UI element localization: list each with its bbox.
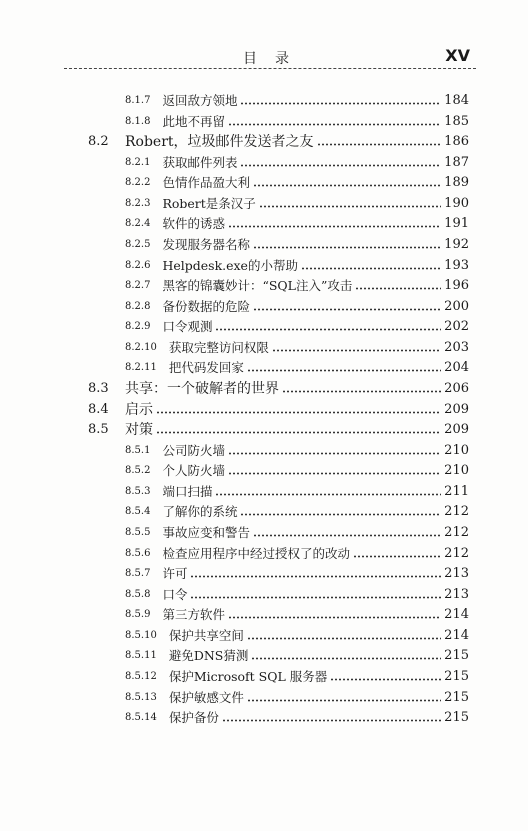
dot-leader	[156, 431, 441, 434]
toc-entry	[125, 358, 469, 376]
toc-entry-page-number: 187	[444, 155, 469, 170]
toc-entry	[125, 605, 469, 623]
toc-entry-title: 保护备份	[168, 710, 219, 725]
dot-leader	[330, 678, 441, 681]
toc-entry-title: 口令观测	[162, 319, 213, 334]
toc-entry-title: Helpdesk.exe的小帮助	[162, 258, 298, 273]
toc-entry-number: 8.2.7	[125, 280, 151, 291]
toc-entry	[125, 276, 469, 294]
toc-entry-number: 8.5.10	[125, 630, 157, 641]
toc-entry	[125, 91, 469, 109]
toc-entry	[125, 461, 469, 479]
dot-leader	[228, 123, 441, 126]
toc-entry-number: 8.2.5	[125, 239, 151, 250]
toc-entry-title: 对策	[125, 422, 153, 438]
toc-entry-title: 把代码发回家	[168, 360, 244, 375]
dot-leader	[215, 493, 441, 496]
toc-entry	[125, 708, 469, 726]
dot-leader	[247, 369, 441, 372]
dot-leader	[355, 287, 441, 290]
toc-entry-title: 了解你的系统	[162, 504, 238, 519]
toc-entry-page-number: 214	[444, 607, 469, 622]
toc-entry	[125, 214, 469, 232]
toc-entry-page-number: 203	[444, 340, 469, 355]
toc-entry	[125, 688, 469, 706]
toc-entry-page-number: 212	[444, 525, 469, 540]
toc-entry-title: 许可	[162, 566, 188, 581]
toc-entry	[125, 564, 469, 582]
toc-entry-number: 8.2.3	[125, 198, 151, 209]
toc-entry	[125, 482, 469, 500]
toc-entry-number: 8.5.12	[125, 671, 157, 682]
toc-entry-title: 避免DNS猜测	[168, 648, 249, 663]
toc-entry-page-number: 186	[444, 134, 469, 149]
dot-leader	[190, 596, 441, 599]
toc-entry-number: 8.5.5	[125, 527, 151, 538]
toc-entry-title: 保护共享空间	[168, 628, 244, 643]
toc-entry-number: 8.5.4	[125, 506, 151, 517]
toc-entry-page-number: 215	[444, 648, 469, 663]
toc-entry-title: 个人防火墙	[162, 463, 225, 478]
toc-entry-title: 启示	[125, 402, 153, 418]
toc-entry-title: 检查应用程序中经过授权了的改动	[162, 546, 350, 561]
dot-leader	[215, 328, 441, 331]
toc-entry-title: 公司防火墙	[162, 443, 225, 458]
dot-leader	[353, 555, 441, 558]
toc-entry-title: 获取完整访问权限	[168, 340, 269, 355]
dot-leader	[247, 699, 441, 702]
toc-entry-page-number: 212	[444, 504, 469, 519]
toc-entry-title: Robert，垃圾邮件发送者之友	[125, 134, 314, 150]
toc-entry	[88, 379, 469, 397]
toc-entry	[125, 502, 469, 520]
toc-entry-number: 8.5.2	[125, 465, 151, 476]
toc-entry-title: 保护Microsoft SQL 服务器	[168, 669, 328, 684]
toc-entry-title: 共享：一个破解者的世界	[125, 381, 279, 397]
toc-entry	[88, 132, 469, 150]
toc-entry	[125, 441, 469, 459]
toc-entry-number: 8.2.10	[125, 342, 157, 353]
dot-leader	[228, 616, 441, 619]
toc-entry-number: 8.3	[88, 381, 109, 396]
toc-entry-page-number: 192	[444, 237, 469, 252]
dot-leader	[253, 308, 441, 311]
toc-entry-page-number: 204	[444, 360, 469, 375]
dot-leader	[301, 267, 441, 270]
toc-entry-page-number: 189	[444, 175, 469, 190]
toc-entry-page-number: 211	[444, 484, 469, 499]
toc-entry-page-number: 185	[444, 114, 469, 129]
toc-entry-title: Robert是条汉子	[162, 196, 256, 211]
dot-leader	[240, 102, 441, 105]
toc-entry-title: 第三方软件	[162, 607, 225, 622]
toc-entry-number: 8.5.11	[125, 650, 157, 661]
dot-leader	[156, 411, 441, 414]
toc-entry	[88, 420, 469, 438]
toc-entry-page-number: 191	[444, 216, 469, 231]
dot-leader	[253, 246, 441, 249]
dot-leader	[317, 143, 442, 146]
dot-leader	[251, 657, 441, 660]
toc-entry-number: 8.2.9	[125, 321, 151, 332]
toc-entry	[125, 585, 469, 603]
toc-entry	[125, 544, 469, 562]
toc-entry-page-number: 210	[444, 463, 469, 478]
toc-entry	[88, 400, 469, 418]
toc-entry-number: 8.2.8	[125, 301, 151, 312]
toc-entry	[125, 626, 469, 644]
toc-entry-number: 8.2.1	[125, 157, 151, 168]
toc-entry-number: 8.5.7	[125, 568, 151, 579]
toc-entry-number: 8.5	[88, 422, 109, 437]
toc-entry	[125, 153, 469, 171]
toc-entry-page-number: 212	[444, 546, 469, 561]
toc-entry-number: 8.1.7	[125, 95, 151, 106]
toc-entry	[125, 667, 469, 685]
toc-entry	[125, 194, 469, 212]
toc-entry-page-number: 202	[444, 319, 469, 334]
dot-leader	[240, 164, 441, 167]
toc-entry	[125, 256, 469, 274]
toc-entry-title: 色情作品盈大利	[162, 175, 250, 190]
toc-entry	[125, 173, 469, 191]
toc-entry-number: 8.2.6	[125, 260, 151, 271]
toc-entry-number: 8.5.14	[125, 712, 157, 723]
toc-entry-page-number: 184	[444, 93, 469, 108]
toc-entry	[125, 235, 469, 253]
dot-leader	[240, 513, 441, 516]
toc-entry-page-number: 209	[444, 422, 469, 437]
dot-leader	[228, 472, 441, 475]
dot-leader	[272, 349, 441, 352]
toc-entry-number: 8.1.8	[125, 116, 151, 127]
dot-leader	[253, 184, 441, 187]
toc-entry-number: 8.2.11	[125, 362, 157, 373]
toc-entry-number: 8.2	[88, 134, 109, 149]
toc-entry-title: 端口扫描	[162, 484, 213, 499]
dot-leader	[253, 534, 441, 537]
toc-entry-page-number: 213	[444, 587, 469, 602]
toc-entry-page-number: 209	[444, 402, 469, 417]
toc-entry	[125, 317, 469, 335]
dot-leader	[247, 637, 441, 640]
toc-entry-title: 黑客的锦囊妙计：“SQL注入”攻击	[162, 278, 353, 293]
toc-entry-number: 8.2.2	[125, 177, 151, 188]
toc-entry-title: 获取邮件列表	[162, 155, 238, 170]
toc-entry-title: 此地不再留	[162, 114, 225, 129]
toc-entry	[125, 646, 469, 664]
toc-entry-title: 保护敏感文件	[168, 690, 244, 705]
toc-entry-page-number: 206	[444, 381, 469, 396]
dot-leader	[259, 205, 441, 208]
toc-entry-number: 8.5.6	[125, 548, 151, 559]
dot-leader	[228, 452, 441, 455]
toc-entry	[125, 112, 469, 130]
toc-entry-page-number: 215	[444, 669, 469, 684]
toc-entry-number: 8.5.9	[125, 609, 151, 620]
running-header-page-number: XV	[445, 46, 470, 65]
toc-entry-page-number: 190	[444, 196, 469, 211]
toc-entry-page-number: 193	[444, 258, 469, 273]
running-header-title: 目 录	[243, 51, 291, 67]
toc-entry-number: 8.4	[88, 402, 109, 417]
toc-entry-title: 发现服务器名称	[162, 237, 250, 252]
toc-entry-page-number: 214	[444, 628, 469, 643]
toc-entry-title: 事故应变和警告	[162, 525, 250, 540]
dot-leader	[190, 575, 441, 578]
toc-entry-page-number: 200	[444, 299, 469, 314]
toc-entry-page-number: 213	[444, 566, 469, 581]
toc-entry-number: 8.5.8	[125, 589, 151, 600]
toc-entry-page-number: 210	[444, 443, 469, 458]
toc-entry-title: 备份数据的危险	[162, 299, 250, 314]
dot-leader	[228, 225, 441, 228]
toc-entry-page-number: 196	[444, 278, 469, 293]
toc-entry-number: 8.2.4	[125, 218, 151, 229]
toc-entry	[125, 297, 469, 315]
dot-leader	[222, 719, 441, 722]
toc-entry-page-number: 215	[444, 690, 469, 705]
toc-entry-title: 口令	[162, 587, 188, 602]
toc-entry-number: 8.5.13	[125, 692, 157, 703]
toc-entry-title: 软件的诱惑	[162, 216, 225, 231]
dot-leader	[282, 390, 441, 393]
toc-entry-page-number: 215	[444, 710, 469, 725]
toc-entry	[125, 338, 469, 356]
toc-entry-number: 8.5.3	[125, 486, 151, 497]
toc-entry-title: 返回敌方领地	[162, 93, 238, 108]
toc-entry	[125, 523, 469, 541]
toc-entry-number: 8.5.1	[125, 445, 151, 456]
